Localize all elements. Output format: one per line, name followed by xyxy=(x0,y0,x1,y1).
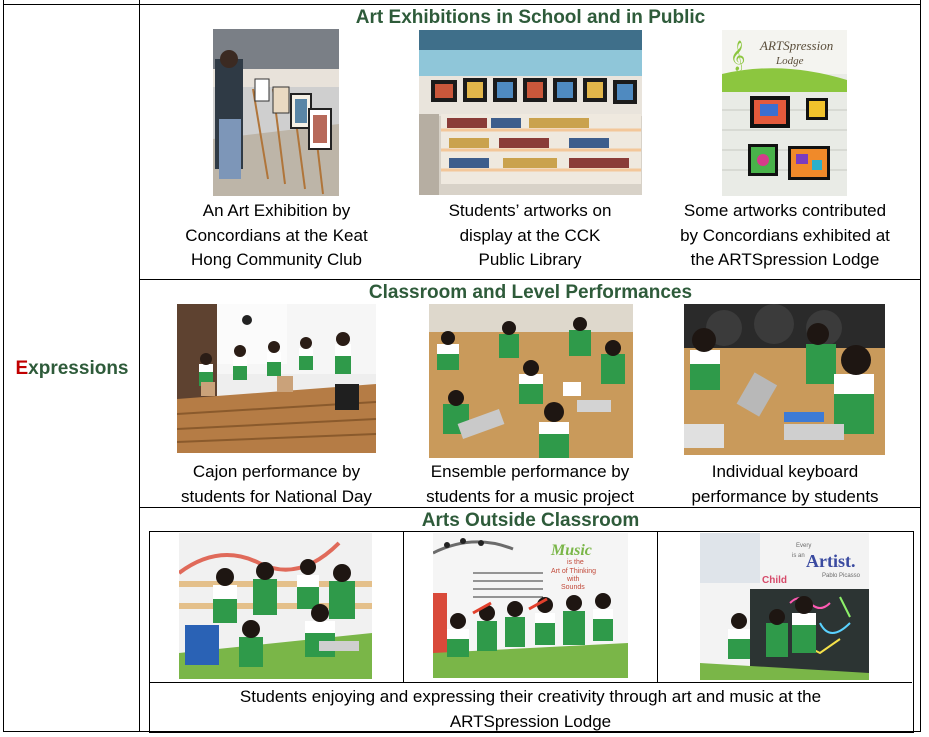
caption-outside-classroom xyxy=(150,685,911,734)
artspression-lodge-artworks-photo xyxy=(722,30,847,196)
lodge-sign-line1: ARTSpression xyxy=(760,38,834,53)
caption-line: Ensemble performance by xyxy=(430,462,630,481)
inner-table-col-divider-2 xyxy=(657,531,658,683)
chalkboard-sign-line4: Artist. xyxy=(806,551,856,571)
caption-exhibition-3 xyxy=(660,199,910,273)
caption-performance-2 xyxy=(405,460,655,509)
caption-line: Students’ artworks on xyxy=(448,201,612,220)
lodge-music-wall-photo xyxy=(433,533,628,678)
caption-line: display at the CCK xyxy=(459,225,601,245)
caption-line: students for a music project xyxy=(426,486,634,506)
lodge-chalkboard-photo xyxy=(700,533,869,680)
music-wall-sign-line2: is the xyxy=(567,559,584,566)
table-border-right xyxy=(920,0,921,732)
caption-exhibition-2 xyxy=(410,199,650,273)
section-divider-1 xyxy=(139,279,921,280)
caption-line: Individual keyboard xyxy=(711,462,859,481)
caption-line: Hong Community Club xyxy=(190,250,362,269)
cck-public-library-photo xyxy=(419,30,642,195)
music-wall-sign-line1: Music xyxy=(551,542,592,559)
caption-line: students for National Day xyxy=(181,486,372,506)
caption-line: performance by students xyxy=(691,486,879,506)
music-wall-sign-line5: Sounds xyxy=(561,584,585,591)
caption-line: Public Library xyxy=(478,250,582,269)
chalkboard-sign-line2: Child xyxy=(762,575,787,586)
caption-line: the ARTSpression Lodge xyxy=(690,250,880,269)
caption-line: Concordians at the Keat xyxy=(185,225,368,245)
art-exhibition-community-club-photo xyxy=(213,29,339,196)
cajon-performance-photo xyxy=(177,304,376,453)
side-label-first-letter: E xyxy=(15,358,29,379)
caption-line: Cajon performance by xyxy=(192,462,361,481)
inner-table-row-divider xyxy=(149,682,912,683)
chalkboard-sign-line1: Every xyxy=(796,543,812,549)
music-wall-sign-line4: with xyxy=(567,576,580,583)
caption-line: by Concordians exhibited at xyxy=(680,225,890,245)
lodge-sign-line2: Lodge xyxy=(776,55,804,67)
section-heading-outside-classroom: Arts Outside Classroom xyxy=(421,510,640,531)
table-border-top xyxy=(3,4,921,5)
chalkboard-sign-line5: Pablo Picasso xyxy=(822,573,861,579)
caption-line: Students enjoying and expressing their creativity through art and music at the xyxy=(239,687,822,706)
ensemble-performance-photo xyxy=(429,304,633,458)
side-label-rest: xpressions xyxy=(28,358,129,379)
caption-line: An Art Exhibition by xyxy=(202,201,351,220)
music-wall-sign-line3: Art of Thinking xyxy=(551,568,597,575)
caption-line: Some artworks contributed xyxy=(683,201,887,220)
caption-performance-3 xyxy=(660,460,910,509)
inner-table-col-divider-1 xyxy=(403,531,404,683)
keyboard-performance-photo xyxy=(684,304,885,455)
svg-text:𝄞: 𝄞 xyxy=(730,41,746,71)
caption-line: ARTSpression Lodge xyxy=(449,711,612,731)
caption-performance-1 xyxy=(157,460,396,509)
section-heading-performances: Classroom and Level Performances xyxy=(368,282,693,303)
side-label xyxy=(4,358,140,380)
section-heading-exhibitions: Art Exhibitions in School and in Public xyxy=(355,7,706,28)
lodge-instruments-photo xyxy=(179,533,372,679)
caption-exhibition-1 xyxy=(157,199,396,273)
chalkboard-sign-line3: is an xyxy=(792,553,805,559)
